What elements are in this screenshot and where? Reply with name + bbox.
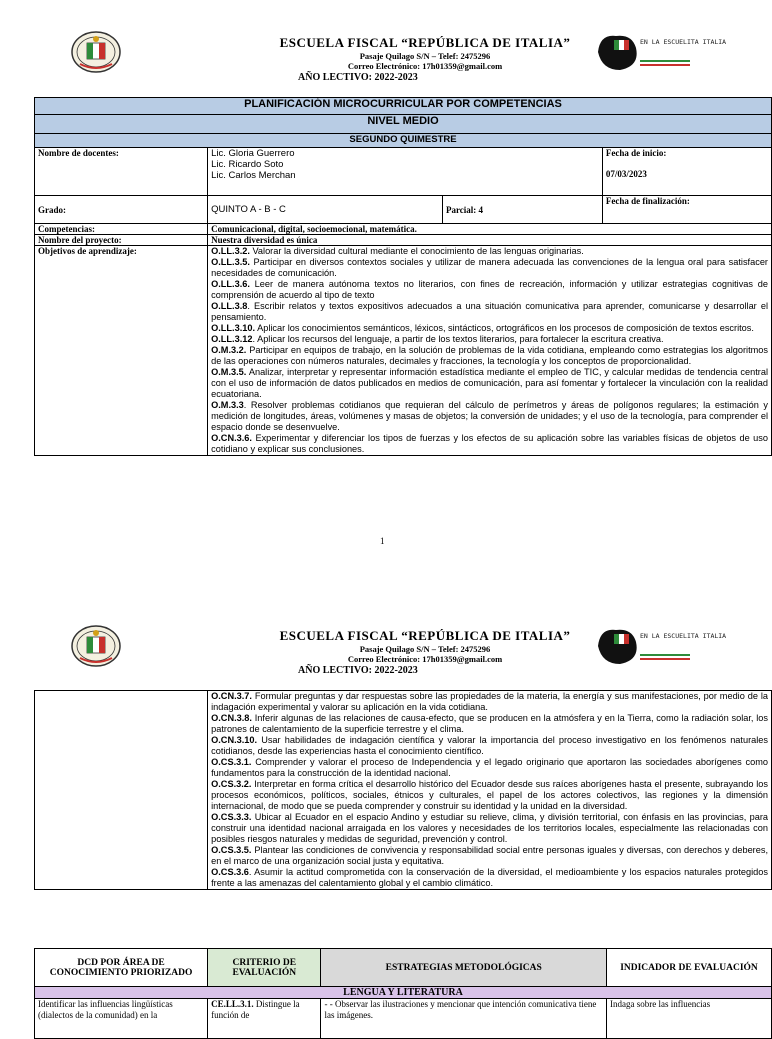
objective-text: Inferir algunas de las relaciones de causa-efecto, que se producen en la atmósfera y en la Tierra, como la radiación solar, los patrones de calentamiento de la superficie terrestre y el clima. — [211, 713, 768, 734]
school-year: AÑO LECTIVO: 2022-2023 — [298, 665, 418, 676]
end-date-label: Fecha de finalización: — [602, 196, 771, 224]
objective-text: Experimentar y diferenciar los tipos de fuerzas y los efectos de su aplicación sobre las variables físicas de objetos de uso cotidiano y explicar sus conclusiones. — [211, 433, 768, 454]
school-address: Pasaje Quilago S/N – Telef: 2475296 — [359, 51, 491, 61]
objective-item — [211, 246, 768, 257]
project-value: Nuestra diversidad es única — [208, 235, 772, 246]
objective-code: O.CN.3.7. — [211, 691, 252, 701]
partial-value: Parcial: 4 — [442, 196, 602, 224]
start-date-label: Fecha de inicio: — [605, 148, 667, 158]
objective-text: Participar en diversos contextos sociales y utilizar de manera adecuada las convenciones de la lengua oral para satisfacer necesidades de comunicación. — [211, 257, 768, 278]
col-strategies-header: ESTRATEGIAS METODOLÓGICAS — [321, 949, 606, 987]
school-seal-icon — [70, 30, 122, 74]
objective-code: O.CS.3.5. — [211, 845, 252, 855]
objective-item — [211, 812, 768, 845]
objective-item — [211, 323, 768, 334]
objective-item — [211, 279, 768, 301]
indicator-cell: Indaga sobre las influencias — [606, 999, 771, 1039]
objective-code: O.CS.3.1. — [211, 757, 252, 767]
objective-code: O.CN.3.8. — [211, 713, 252, 723]
objective-code: O.CS.3.3. — [211, 812, 252, 822]
start-date: 07/03/2023 — [605, 169, 647, 179]
objective-text: . Escribir relatos y textos expositivos adecuados a una situación comunicativa para aprender, comunicarse y desarrollar el pensamiento. — [211, 301, 768, 322]
objective-item — [211, 400, 768, 433]
dcd-cell: Identificar las influencias lingüísticas (dialectos de la comunidad) en la — [35, 999, 208, 1039]
objective-code: O.LL.3.5. — [211, 257, 250, 267]
teachers-list — [208, 148, 603, 196]
school-email: Correo Electrónico: 17h01359@gmail.com — [347, 654, 503, 664]
objective-text: Ubicar al Ecuador en el espacio Andino y estudiar su relieve, clima, y división territorial, con énfasis en las provincias, para construir una identidad nacional arraigada en los valores y necesidades de los territorios locales, especialmente las relacionadas con posibles riesgos naturales y medidas de seguridad, prevención y control. — [211, 812, 768, 844]
teacher-name: Lic. Ricardo Soto — [211, 159, 284, 170]
objective-item — [211, 345, 768, 367]
objective-item — [211, 334, 768, 345]
objective-text: Plantear las condiciones de convivencia y responsabilidad social entre personas iguales y diversas, con derechos y deberes, en el marco de una organización social justa y equitativa. — [211, 845, 768, 866]
objective-item — [211, 757, 768, 779]
teachers-label: Nombre de docentes: — [35, 148, 208, 196]
objective-item — [211, 735, 768, 757]
objective-text: Comprender y valorar el proceso de Independencia y el legado originario que aportaron las sociedades aborígenes como fundamentos para la construcción de la identidad nacional. — [211, 757, 768, 778]
objective-text: . Aplicar los recursos del lenguaje, a partir de los textos literarios, para fortalecer la escritura creativa. — [252, 334, 664, 344]
objective-code: O.LL.3.6. — [211, 279, 250, 289]
objective-code: O.CN.3.6. — [211, 433, 252, 443]
objectives-label-empty — [35, 691, 208, 890]
dcd-table — [34, 948, 772, 1039]
objective-item — [211, 845, 768, 867]
start-date-cell — [602, 148, 771, 196]
objective-text: . Resolver problemas cotidianos que requieran del cálculo de perímetros y áreas de polígonos regulares; la estimación y medición de longitudes, áreas, volúmenes y masas de objetos; la conversión de unidades; y el uso de la tecnología, para comprender el espacio donde se desenvuelve. — [211, 400, 768, 432]
competencies-value: Comunicacional, digital, socioemocional, matemática. — [208, 224, 772, 235]
grade-label: Grado: — [35, 196, 208, 224]
plan-term: SEGUNDO QUIMESTRE — [35, 134, 772, 148]
objective-text: Analizar, interpretar y representar información estadística mediante el empleo de TIC, y calcular medidas de tendencia central con el uso de información de datos publicados en medios de comunicación, para así fomentar y fortalecer la vinculación con la realidad ecuatoriana. — [211, 367, 768, 399]
objective-text: . Asumir la actitud comprometida con la conservación de la diversidad, el medioambiente y los espacios naturales protegidos frente a las amenazas del calentamiento global y el cambio climático. — [211, 867, 768, 888]
objective-item — [211, 367, 768, 400]
objective-text: Leer de manera autónoma textos no literarios, con fines de recreación, información y utilizar estrategias cognitivas de comprensión de acuerdo al tipo de texto — [211, 279, 768, 300]
objective-item — [211, 867, 768, 889]
plan-title: PLANIFICACIÓN MICROCURRICULAR POR COMPETENCIAS — [35, 98, 772, 115]
teacher-name: Lic. Carlos Merchan — [211, 170, 296, 181]
italia-logo-icon — [596, 32, 727, 72]
objective-text: Formular preguntas y dar respuestas sobre las propiedades de la materia, la energía y sus manifestaciones, por medio de la indagación experimental y valorar su aplicación en la vida cotidiana. — [211, 691, 768, 712]
objective-code: O.CS.3.6 — [211, 867, 249, 877]
objective-item — [211, 691, 768, 713]
objective-item — [211, 779, 768, 812]
competencies-label: Competencias: — [35, 224, 208, 235]
teacher-name: Lic. Gloria Guerrero — [211, 148, 295, 159]
col-criterion-header: CRITERIO DE EVALUACIÓN — [208, 949, 321, 987]
objective-item — [211, 301, 768, 323]
col-indicator-header: INDICADOR DE EVALUACIÓN — [606, 949, 771, 987]
objective-code: O.M.3.3 — [211, 400, 244, 410]
objectives-list — [208, 246, 772, 456]
page-number: 1 — [380, 536, 385, 546]
italia-logo-icon — [596, 626, 727, 666]
school-seal-icon — [70, 624, 122, 668]
objective-code: O.LL.3.2. — [211, 246, 250, 256]
objective-code: O.LL.3.8 — [211, 301, 248, 311]
logo-text: EN LA ESCUELITA ITALIA — [640, 38, 727, 46]
page-2 — [0, 600, 768, 1024]
project-label: Nombre del proyecto: — [35, 235, 208, 246]
area-header: LENGUA Y LITERATURA — [35, 987, 772, 999]
plan-table-page1 — [34, 97, 772, 456]
criterion-code: CE.LL.3.1. — [211, 999, 254, 1009]
criterion-text: Distingue la función de — [211, 999, 300, 1020]
objective-item — [211, 257, 768, 279]
school-year: AÑO LECTIVO: 2022-2023 — [298, 72, 418, 83]
objective-code: O.LL.3.10. — [211, 323, 256, 333]
criterion-cell — [208, 999, 321, 1039]
objective-text: Aplicar los conocimientos semánticos, léxicos, sintácticos, ortográficos en los procesos de composición de textos escritos. — [255, 323, 754, 333]
objective-text: Interpretar en forma crítica el desarrollo histórico del Ecuador desde sus raíces aborígenes hasta el presente, subrayando los procesos económicos, políticos, sociales, étnicos y culturales, el papel de los actores colectivos, las regiones y la dimensión internacional, de modo que se pueda comprender y construir su identidad y la unidad en la diversidad. — [211, 779, 768, 811]
school-name: ESCUELA FISCAL “REPÚBLICA DE ITALIA” — [279, 35, 571, 50]
objective-item — [211, 713, 768, 735]
plan-level: NIVEL MEDIO — [35, 115, 772, 134]
objective-code: O.CN.3.10. — [211, 735, 258, 745]
objective-code: O.LL.3.12 — [211, 334, 253, 344]
col-dcd-header: DCD POR ÁREA DE CONOCIMIENTO PRIORIZADO — [35, 949, 208, 987]
page-header — [0, 0, 768, 90]
objective-text: Usar habilidades de indagación científica y valorar la importancia del proceso investigativo en los fenómenos naturales cotidianos, desde las experiencias hasta el conocimiento científico. — [211, 735, 768, 756]
objective-code: O.M.3.5. — [211, 367, 247, 377]
objectives-list-continued — [208, 691, 772, 890]
objective-text: Valorar la diversidad cultural mediante el conocimiento de las lenguas originarias. — [249, 246, 584, 256]
plan-table-page2 — [34, 690, 772, 890]
objective-code: O.CS.3.2. — [211, 779, 252, 789]
objective-text: Participar en equipos de trabajo, en la solución de problemas de la vida cotidiana, empleando como estrategias los algoritmos de las operaciones con números naturales, decimales y fracciones, la tecnología y los conceptos de proporcionalidad. — [211, 345, 768, 366]
school-name: ESCUELA FISCAL “REPÚBLICA DE ITALIA” — [279, 628, 571, 643]
objectives-label: Objetivos de aprendizaje: — [35, 246, 208, 456]
school-email: Correo Electrónico: 17h01359@gmail.com — [347, 61, 503, 71]
objective-code: O.M.3.2. — [211, 345, 247, 355]
school-address: Pasaje Quilago S/N – Telef: 2475296 — [359, 644, 491, 654]
grade-value: QUINTO A - B - C — [208, 196, 443, 224]
objective-item — [211, 433, 768, 455]
logo-text: EN LA ESCUELITA ITALIA — [640, 632, 727, 640]
strategy-cell: - - Observar las ilustraciones y mencionar que intención comunicativa tiene las imágenes. — [321, 999, 606, 1039]
page-header — [0, 600, 768, 690]
